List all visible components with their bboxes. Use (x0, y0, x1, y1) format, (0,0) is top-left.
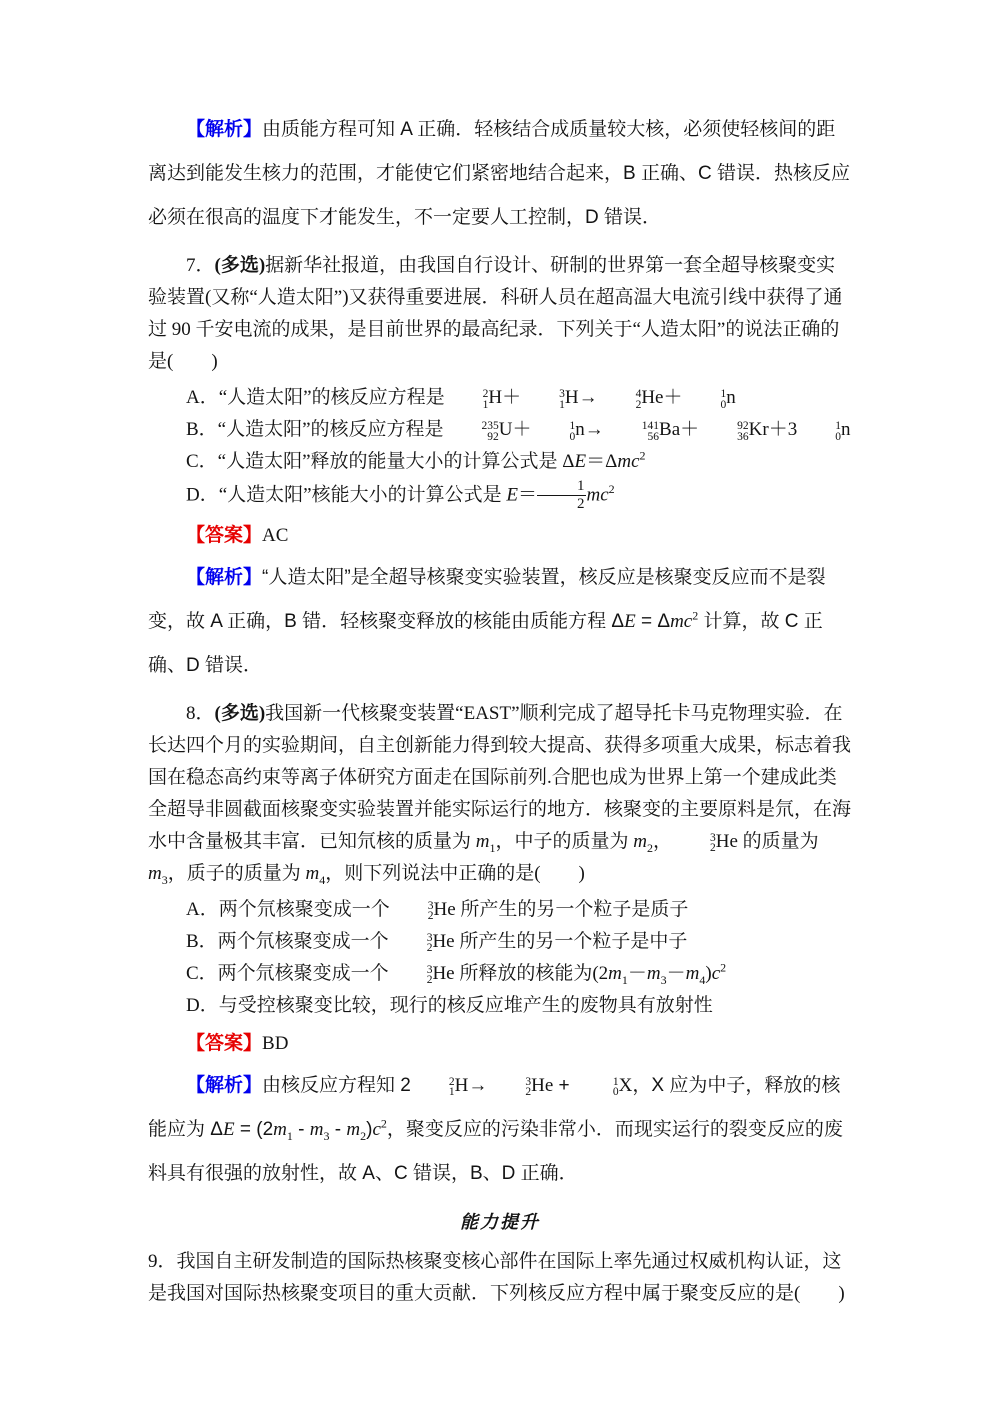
element-symbol: He (433, 898, 456, 920)
q7-option-d: D．“人造太阳”核能大小的计算公式是 E＝ $\frac{1}{2}$ $mc^2$ (186, 478, 615, 513)
analysis-label: 【解析】 (186, 566, 263, 588)
element-symbol: H (454, 1074, 469, 1096)
subscript: 1 (286, 1128, 293, 1143)
subscript: 1 (489, 840, 496, 855)
math-variable: m (273, 1118, 287, 1140)
analysis-q8: 【解析】由核反应方程知 2 2 1 H→ 3 2 He + 1 0 X，X 应为中子，释放的核能应为 $\Delta E = (2m_1 - m_3 - m_2)c^2$，聚变反应的污染非常小．而现实运行的裂变反应的废料具有很强的放射性，故 A、C 错误，B、D 正确． (148, 1074, 843, 1184)
element-symbol: n (575, 419, 585, 440)
q7-option-c: C．“人造太阳”释放的能量大小的计算公式是 ΔE＝Δmc$^2$ (186, 448, 646, 472)
math-variable: E (222, 1118, 235, 1140)
superscript: 2 (639, 448, 646, 463)
math-variable: m (685, 962, 700, 984)
subscript: 3 (323, 1128, 330, 1143)
nuclide-n (532, 419, 585, 443)
analysis-q7: 【解析】“人造太阳”是全超导核聚变实验装置，核反应是核聚变反应而不是裂变，故 A 正确，B 错．轻核聚变释放的核能由质能方程 ΔE = Δmc$^2$ 计算，故 C 正确、D 错误． (148, 566, 826, 676)
mass-charge-stack: 92 36 (737, 420, 749, 443)
element-symbol: He (432, 962, 455, 984)
nuclide-He (390, 898, 456, 923)
question-8-stem: 8．(多选)我国新一代核聚变装置“EAST”顺利完成了超导托卡马克物理实验．在长达四个月的实验期间，自主创新能力得到较大提高、获得多项重大成果，标志着我国在稳态高约束等离子体研究方面走在国际前列.合肥也成为世界上第一个建成此类全超导非圆截面核聚变实验装置并能实际运行的地方．核聚变的主要原料是氘，在海水中含量极其丰富．已知氘核的质量为 $m_1$，中子的质量为 $m_2$， 3 2 He 的质量为 $m_3$，质子的质量为 $m_4$，则下列说法中正确的是( ) (148, 702, 852, 887)
element-symbol: n (726, 387, 736, 408)
answer-q7: 【答案】AC (186, 524, 289, 546)
subscript: 2 (360, 1128, 367, 1143)
mass-charge-stack: 4 2 (635, 388, 642, 411)
element-symbol: He (641, 387, 664, 408)
bold-text: (多选) (214, 255, 266, 276)
nuclide-Ba (604, 419, 681, 443)
element-symbol: U (498, 419, 513, 440)
q7-option-b: B．“人造太阳”的核反应方程是 235 92 U＋ 1 0 n→ 141 56 Ba＋ 92 36 Kr＋3 1 0 n (186, 419, 851, 443)
mass-charge-stack: 3 1 (559, 388, 565, 411)
nuclide-He (389, 962, 455, 987)
math-variable: mc (617, 451, 640, 472)
analysis-label: 【解析】 (186, 1074, 263, 1096)
nuclide-He (487, 1074, 554, 1099)
nuclide-H (521, 387, 579, 411)
element-symbol: H (564, 387, 579, 408)
answer-q8: 【答案】BD (186, 1032, 289, 1054)
nuclide-X (575, 1074, 633, 1099)
answer-label: 【答案】 (186, 1032, 263, 1054)
mass-charge-stack: 3 2 (426, 931, 433, 955)
question-9-stem: 9．我国自主研发制造的国际热核聚变核心部件在国际上率先通过权威机构认证，这是我国对国际热核聚变项目的重大贡献．下列核反应方程中属于聚变反应的是( ) (148, 1250, 845, 1304)
math-variable: m (148, 862, 162, 884)
subscript: 3 (660, 972, 667, 987)
math-variable: m (309, 1118, 324, 1140)
math-variable: m (608, 962, 622, 984)
math-variable: m (346, 1118, 361, 1140)
nuclide-He (672, 830, 738, 855)
q8-option-d: D．与受控核聚变比较，现行的核反应堆产生的废物具有放射性 (186, 994, 713, 1016)
mass-charge-stack: 3 2 (525, 1075, 532, 1099)
nuclide-H (445, 387, 503, 411)
math-variable: m (305, 862, 320, 884)
math-variable: E (506, 484, 518, 506)
mass-charge-stack: 141 56 (641, 420, 660, 443)
answer-label: 【答案】 (186, 524, 263, 546)
mass-charge-stack: 1 0 (835, 420, 841, 443)
math-variable: mc (670, 610, 693, 632)
element-symbol: He (432, 930, 455, 952)
subscript: 4 (319, 872, 326, 887)
element-symbol: H (488, 387, 503, 408)
superscript: 2 (692, 608, 699, 623)
mass-charge-stack: 3 2 (710, 831, 716, 855)
math-variable: c (711, 962, 721, 984)
nuclide-He (598, 387, 664, 411)
section-heading-ability: 能力提升 (460, 1211, 540, 1232)
mass-charge-stack: 1 0 (612, 1075, 619, 1099)
nuclide-U (444, 419, 513, 443)
question-7-stem: 7．(多选)据新华社报道，由我国自行设计、研制的世界第一套全超导核聚变实验装置(又称“人造太阳”)又获得重要进展．科研人员在超高温大电流引线中获得了通过 90 千安电流的成果，是目前世界的最高纪录．下列关于“人造太阳”的说法正确的是( ) (148, 255, 843, 372)
math-variable: E (574, 451, 587, 472)
mass-charge-stack: 3 2 (426, 963, 433, 987)
subscript: 1 (621, 972, 628, 987)
nuclide-Kr (699, 419, 769, 443)
analysis-label: 【解析】 (186, 119, 263, 140)
subscript: 3 (161, 872, 168, 887)
math-variable: m (475, 830, 490, 852)
q7-option-a: A．“人造太阳”的核反应方程是 2 1 H＋ 3 1 H→ 4 2 He＋ 1 0 n (186, 387, 736, 411)
superscript: 2 (608, 482, 615, 497)
mass-charge-stack: 2 1 (482, 388, 489, 411)
mass-charge-stack: 2 1 (448, 1075, 455, 1099)
math-variable: mc (586, 484, 609, 506)
nuclide-n (797, 419, 851, 443)
document-content (148, 0, 852, 1310)
superscript: 2 (380, 1116, 387, 1131)
superscript: 2 (720, 960, 727, 975)
nuclide-H (411, 1074, 469, 1099)
math-variable: m (646, 962, 661, 984)
nuclide-n (683, 387, 736, 411)
element-symbol: n (841, 419, 851, 440)
subscript: 4 (699, 972, 706, 987)
q8-option-b: B．两个氘核聚变成一个 3 2 He 所产生的另一个粒子是中子 (186, 930, 688, 955)
subscript: 2 (647, 840, 653, 855)
element-symbol: Ba (659, 419, 681, 440)
mass-charge-stack: 1 0 (569, 420, 576, 443)
element-symbol: He (715, 830, 738, 852)
q8-option-a: A．两个氘核聚变成一个 3 2 He 所产生的另一个粒子是质子 (186, 898, 689, 923)
mass-charge-stack: 1 0 (720, 388, 727, 411)
math-variable: m (633, 830, 647, 852)
fraction: $\frac{1}{2}$ (537, 478, 587, 514)
mass-charge-stack: 3 2 (427, 899, 434, 923)
bold-text: (多选) (214, 702, 266, 724)
mass-charge-stack: 235 92 (481, 420, 499, 443)
element-symbol: X (618, 1074, 633, 1096)
math-variable: E (624, 610, 636, 632)
element-symbol: Kr (748, 419, 769, 440)
analysis-q6: 【解析】由质能方程可知 A 正确．轻核结合成质量较大核，必须使轻核间的距离达到能发生核力的范围，才能使它们紧密地结合起来，B 正确、C 错误．热核反应必须在很高的温度下才能发生，不一定要人工控制，D 错误． (148, 119, 850, 228)
nuclide-He (389, 930, 455, 955)
element-symbol: He (531, 1074, 554, 1096)
q8-option-c: C．两个氘核聚变成一个 3 2 He 所释放的核能为$(2m_1-m_3-m_4)c^2$ (186, 960, 727, 987)
math-variable: c (372, 1118, 381, 1140)
